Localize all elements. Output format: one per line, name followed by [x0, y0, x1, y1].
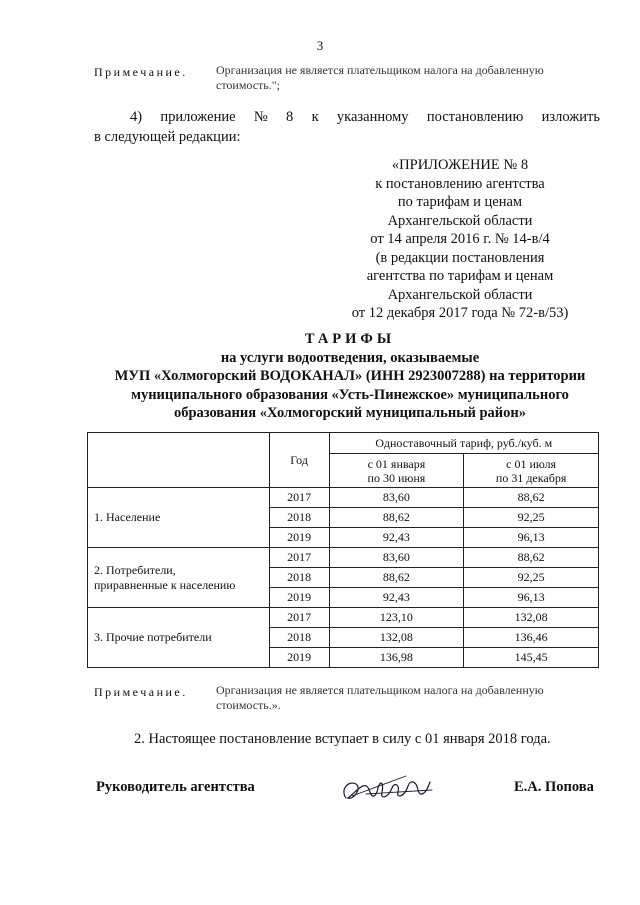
- category-cell: [88, 488, 270, 548]
- tariff-title-line: муниципального образования «Усть-Пинежское» муниципального: [131, 386, 569, 403]
- tariff-h2-cell: 88,62: [464, 488, 599, 508]
- signature-name: Е.А. Попова: [514, 779, 594, 795]
- year-cell: 2017: [269, 488, 329, 508]
- tariff-h2-cell: 92,25: [464, 568, 599, 588]
- year-cell: 2019: [269, 528, 329, 548]
- year-cell: 2017: [269, 548, 329, 568]
- note-label: Примечание.: [94, 65, 188, 79]
- tariff-h1-cell: 92,43: [329, 528, 464, 548]
- category-name-line1: 2. Потребители,: [94, 562, 176, 577]
- tariff-title-line: образования «Холмогорский муниципальный район»: [173, 405, 527, 421]
- appendix-line: от 12 декабря 2017 года № 72-в/53): [351, 305, 569, 321]
- tariff-h2-cell: 88,62: [464, 548, 599, 568]
- note-text-line2: стоимость.».: [216, 698, 281, 712]
- table-header-category: [88, 433, 270, 488]
- tariff-h2-cell: 92,25: [464, 508, 599, 528]
- handwritten-signature: [336, 768, 440, 808]
- table-header-tariff: Одноставочный тариф, руб./куб. м: [329, 433, 598, 454]
- note-text-line1: Организация не является плательщиком налога на добавленную: [216, 63, 544, 77]
- item-4-word: указанному: [336, 109, 409, 125]
- tariff-h1-cell: 132,08: [329, 628, 464, 648]
- tariff-table: [87, 432, 599, 668]
- item-4-word: к: [311, 109, 319, 125]
- tariff-h2-cell: 132,08: [464, 608, 599, 628]
- category-name-line2: приравненные к населению: [94, 577, 236, 592]
- table-header-row: [88, 433, 599, 454]
- period1-line2: по 30 июня: [367, 470, 426, 485]
- item-4-word: изложить: [541, 109, 600, 125]
- appendix-line: агентства по тарифам и ценам: [366, 268, 554, 284]
- tariff-title-line: МУП «Холмогорский ВОДОКАНАЛ» (ИНН 2923007288) на территории: [114, 368, 586, 384]
- item-4-word: приложение: [160, 109, 236, 125]
- year-cell: 2018: [269, 628, 329, 648]
- note-text: [216, 683, 600, 713]
- item-4-line2: в следующей редакции:: [94, 129, 241, 145]
- period1-line1: с 01 января: [367, 456, 426, 471]
- period2-line1: с 01 июля: [506, 456, 557, 471]
- category-cell: [88, 608, 270, 668]
- note-text: [216, 63, 600, 93]
- item-4-line1: [130, 107, 600, 127]
- appendix-header: [340, 156, 580, 323]
- table-row: [88, 608, 599, 628]
- note-label: Примечание.: [94, 685, 188, 699]
- tariff-h1-cell: 123,10: [329, 608, 464, 628]
- tariff-heading: ТАРИФЫ: [304, 331, 396, 347]
- category-name: 3. Прочие потребители: [94, 630, 212, 644]
- tariff-h2-cell: 96,13: [464, 528, 599, 548]
- appendix-line: от 14 апреля 2016 г. № 14-в/4: [370, 231, 550, 247]
- appendix-line: к постановлению агентства: [375, 175, 545, 192]
- table-header-period1: [329, 454, 464, 488]
- tariff-h1-cell: 83,60: [329, 488, 464, 508]
- appendix-line: (в редакции постановления: [375, 249, 545, 266]
- year-cell: 2018: [269, 568, 329, 588]
- tariff-title-line: на услуги водоотведения, оказываемые: [220, 349, 480, 366]
- year-cell: 2017: [269, 608, 329, 628]
- item-4-word: 8: [286, 109, 294, 125]
- table-row: [88, 548, 599, 568]
- item-4-word: постановлению: [426, 109, 524, 125]
- page-number: 3: [316, 38, 324, 53]
- tariff-h2-cell: 145,45: [464, 648, 599, 668]
- appendix-line: «ПРИЛОЖЕНИЕ № 8: [391, 157, 529, 173]
- category-name: 1. Население: [94, 510, 161, 524]
- note-text-line2: стоимость.";: [216, 78, 281, 92]
- table-header-period2: [464, 454, 599, 488]
- year-cell: 2018: [269, 508, 329, 528]
- table-header-year: Год: [269, 433, 329, 488]
- tariff-h1-cell: 88,62: [329, 508, 464, 528]
- appendix-line: по тарифам и ценам: [397, 194, 523, 210]
- tariff-title: [60, 330, 640, 423]
- signature-position: Руководитель агентства: [96, 779, 255, 795]
- appendix-line: Архангельской области: [387, 212, 533, 229]
- year-cell: 2019: [269, 588, 329, 608]
- tariff-h2-cell: 96,13: [464, 588, 599, 608]
- tariff-h1-cell: 88,62: [329, 568, 464, 588]
- period2-line2: по 31 декабря: [495, 470, 567, 485]
- tariff-h2-cell: 136,46: [464, 628, 599, 648]
- note-text-line1: Организация не является плательщиком налога на добавленную: [216, 683, 544, 697]
- clause-2: 2. Настоящее постановление вступает в силу с 01 января 2018 года.: [134, 731, 551, 747]
- table-row: [88, 488, 599, 508]
- item-4-number: 4): [130, 109, 143, 125]
- tariff-h1-cell: 83,60: [329, 548, 464, 568]
- item-4-word: №: [253, 109, 268, 125]
- category-cell: [88, 548, 270, 608]
- tariff-h1-cell: 92,43: [329, 588, 464, 608]
- tariff-h1-cell: 136,98: [329, 648, 464, 668]
- note-text-line: [216, 63, 600, 78]
- year-cell: 2019: [269, 648, 329, 668]
- appendix-line: Архангельской области: [387, 286, 533, 303]
